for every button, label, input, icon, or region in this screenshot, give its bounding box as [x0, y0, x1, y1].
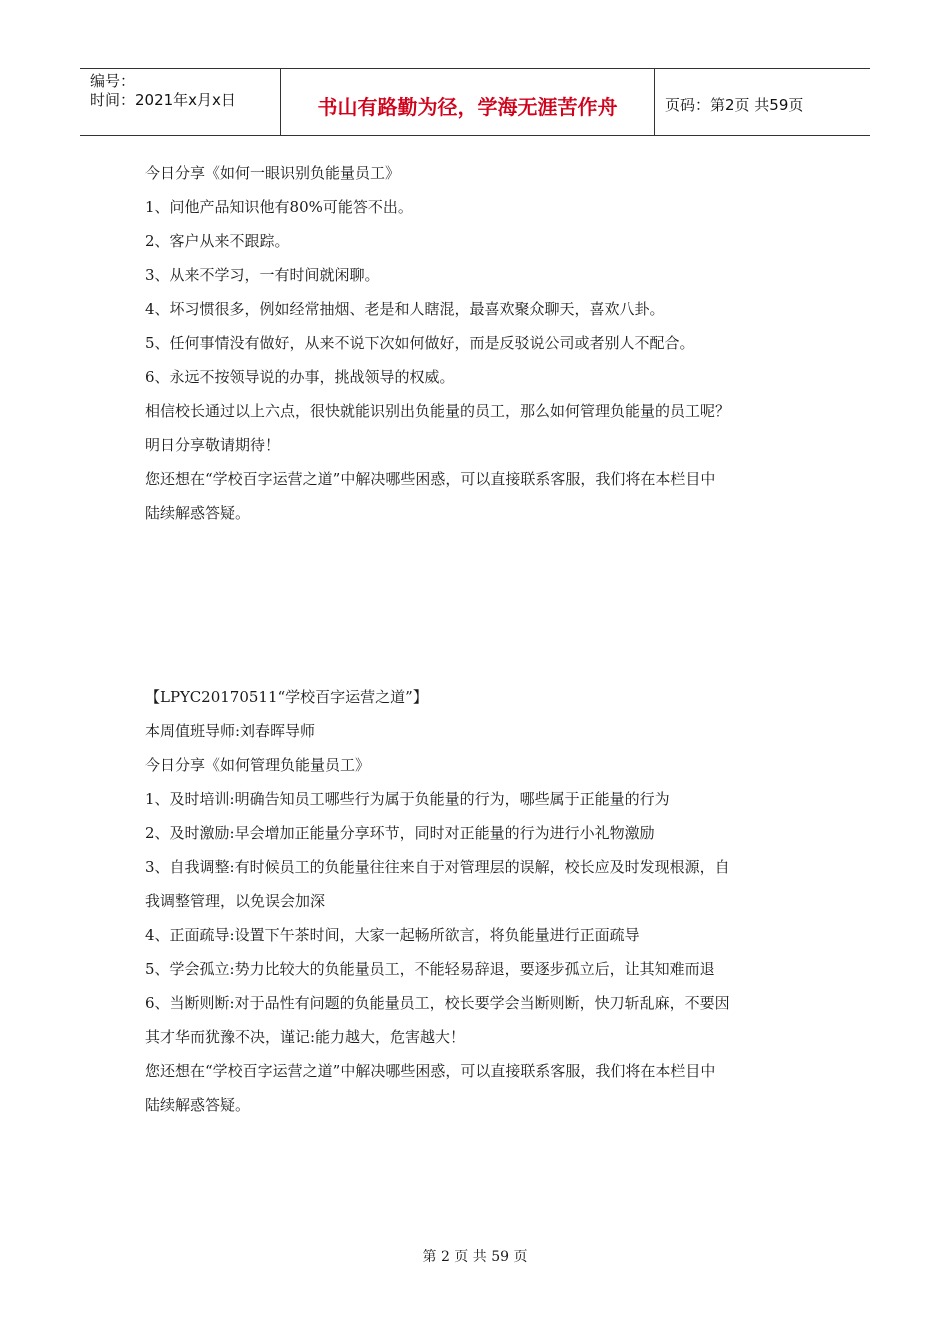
paragraph-line: 其才华而犹豫不决，谨记:能力越大，危害越大！ — [145, 1028, 466, 1046]
paragraph-line: 陆续解惑答疑。 — [145, 1096, 251, 1114]
paragraph-line: 今日分享《如何管理负能量员工》 — [145, 756, 371, 774]
paragraph-line: 4、坏习惯很多，例如经常抽烟、老是和人瞎混，最喜欢聚众聊天，喜欢八卦。 — [145, 300, 665, 318]
paragraph-line: 明日分享敬请期待！ — [145, 436, 281, 454]
header-meta — [80, 69, 281, 135]
document-date-label: 时间：2021年x月x日 — [90, 91, 236, 109]
paragraph-line: 6、当断则断:对于品性有问题的负能量员工，校长要学会当断则断，快刀斩乱麻，不要因 — [145, 994, 730, 1012]
paragraph-line: 3、自我调整:有时候员工的负能量往往来自于对管理层的误解，校长应及时发现根源，自 — [145, 858, 730, 876]
paragraph-line: 陆续解惑答疑。 — [145, 504, 251, 522]
paragraph-line: 您还想在“学校百字运营之道”中解决哪些困惑，可以直接联系客服，我们将在本栏目中 — [145, 470, 716, 488]
paragraph-line: 2、客户从来不跟踪。 — [145, 232, 290, 250]
header-motto: 书山有路勤为径，学海无涯苦作舟 — [281, 69, 655, 135]
paragraph-line: 相信校长通过以上六点，很快就能识别出负能量的员工，那么如何管理负能量的员工呢？ — [145, 402, 731, 420]
paragraph-line: 5、学会孤立:势力比较大的负能量员工，不能轻易辞退，要逐步孤立后，让其知难而退 — [145, 960, 715, 978]
paragraph-line: 6、永远不按领导说的办事，挑战领导的权威。 — [145, 368, 455, 386]
document-number-label: 编号： — [90, 72, 136, 90]
document-header — [80, 68, 870, 136]
section-title: 【LPYC20170511“学校百字运营之道”】 — [145, 688, 428, 706]
section-identify-negative-staff — [145, 156, 817, 530]
paragraph-line: 1、及时培训:明确告知员工哪些行为属于负能量的行为，哪些属于正能量的行为 — [145, 790, 670, 808]
paragraph-line: 您还想在“学校百字运营之道”中解决哪些困惑，可以直接联系客服，我们将在本栏目中 — [145, 1062, 716, 1080]
paragraph-line: 4、正面疏导:设置下午茶时间，大家一起畅所欲言，将负能量进行正面疏导 — [145, 926, 640, 944]
paragraph-line: 今日分享《如何一眼识别负能量员工》 — [145, 164, 401, 182]
paragraph-line: 我调整管理，以免误会加深 — [145, 892, 326, 910]
page-footer: 第 2 页 共 59 页 — [422, 1249, 528, 1265]
section-manage-negative-staff — [145, 680, 817, 1122]
paragraph-line: 1、问他产品知识他有80%可能答不出。 — [145, 198, 413, 216]
paragraph-line: 3、从来不学习，一有时间就闲聊。 — [145, 266, 380, 284]
paragraph-line: 2、及时激励:早会增加正能量分享环节，同时对正能量的行为进行小礼物激励 — [145, 824, 655, 842]
paragraph-line: 5、任何事情没有做好，从来不说下次如何做好，而是反驳说公司或者别人不配合。 — [145, 334, 695, 352]
paragraph-line: 本周值班导师:刘春晖导师 — [145, 722, 316, 740]
header-page-number: 页码：第2页 共59页 — [665, 95, 804, 114]
